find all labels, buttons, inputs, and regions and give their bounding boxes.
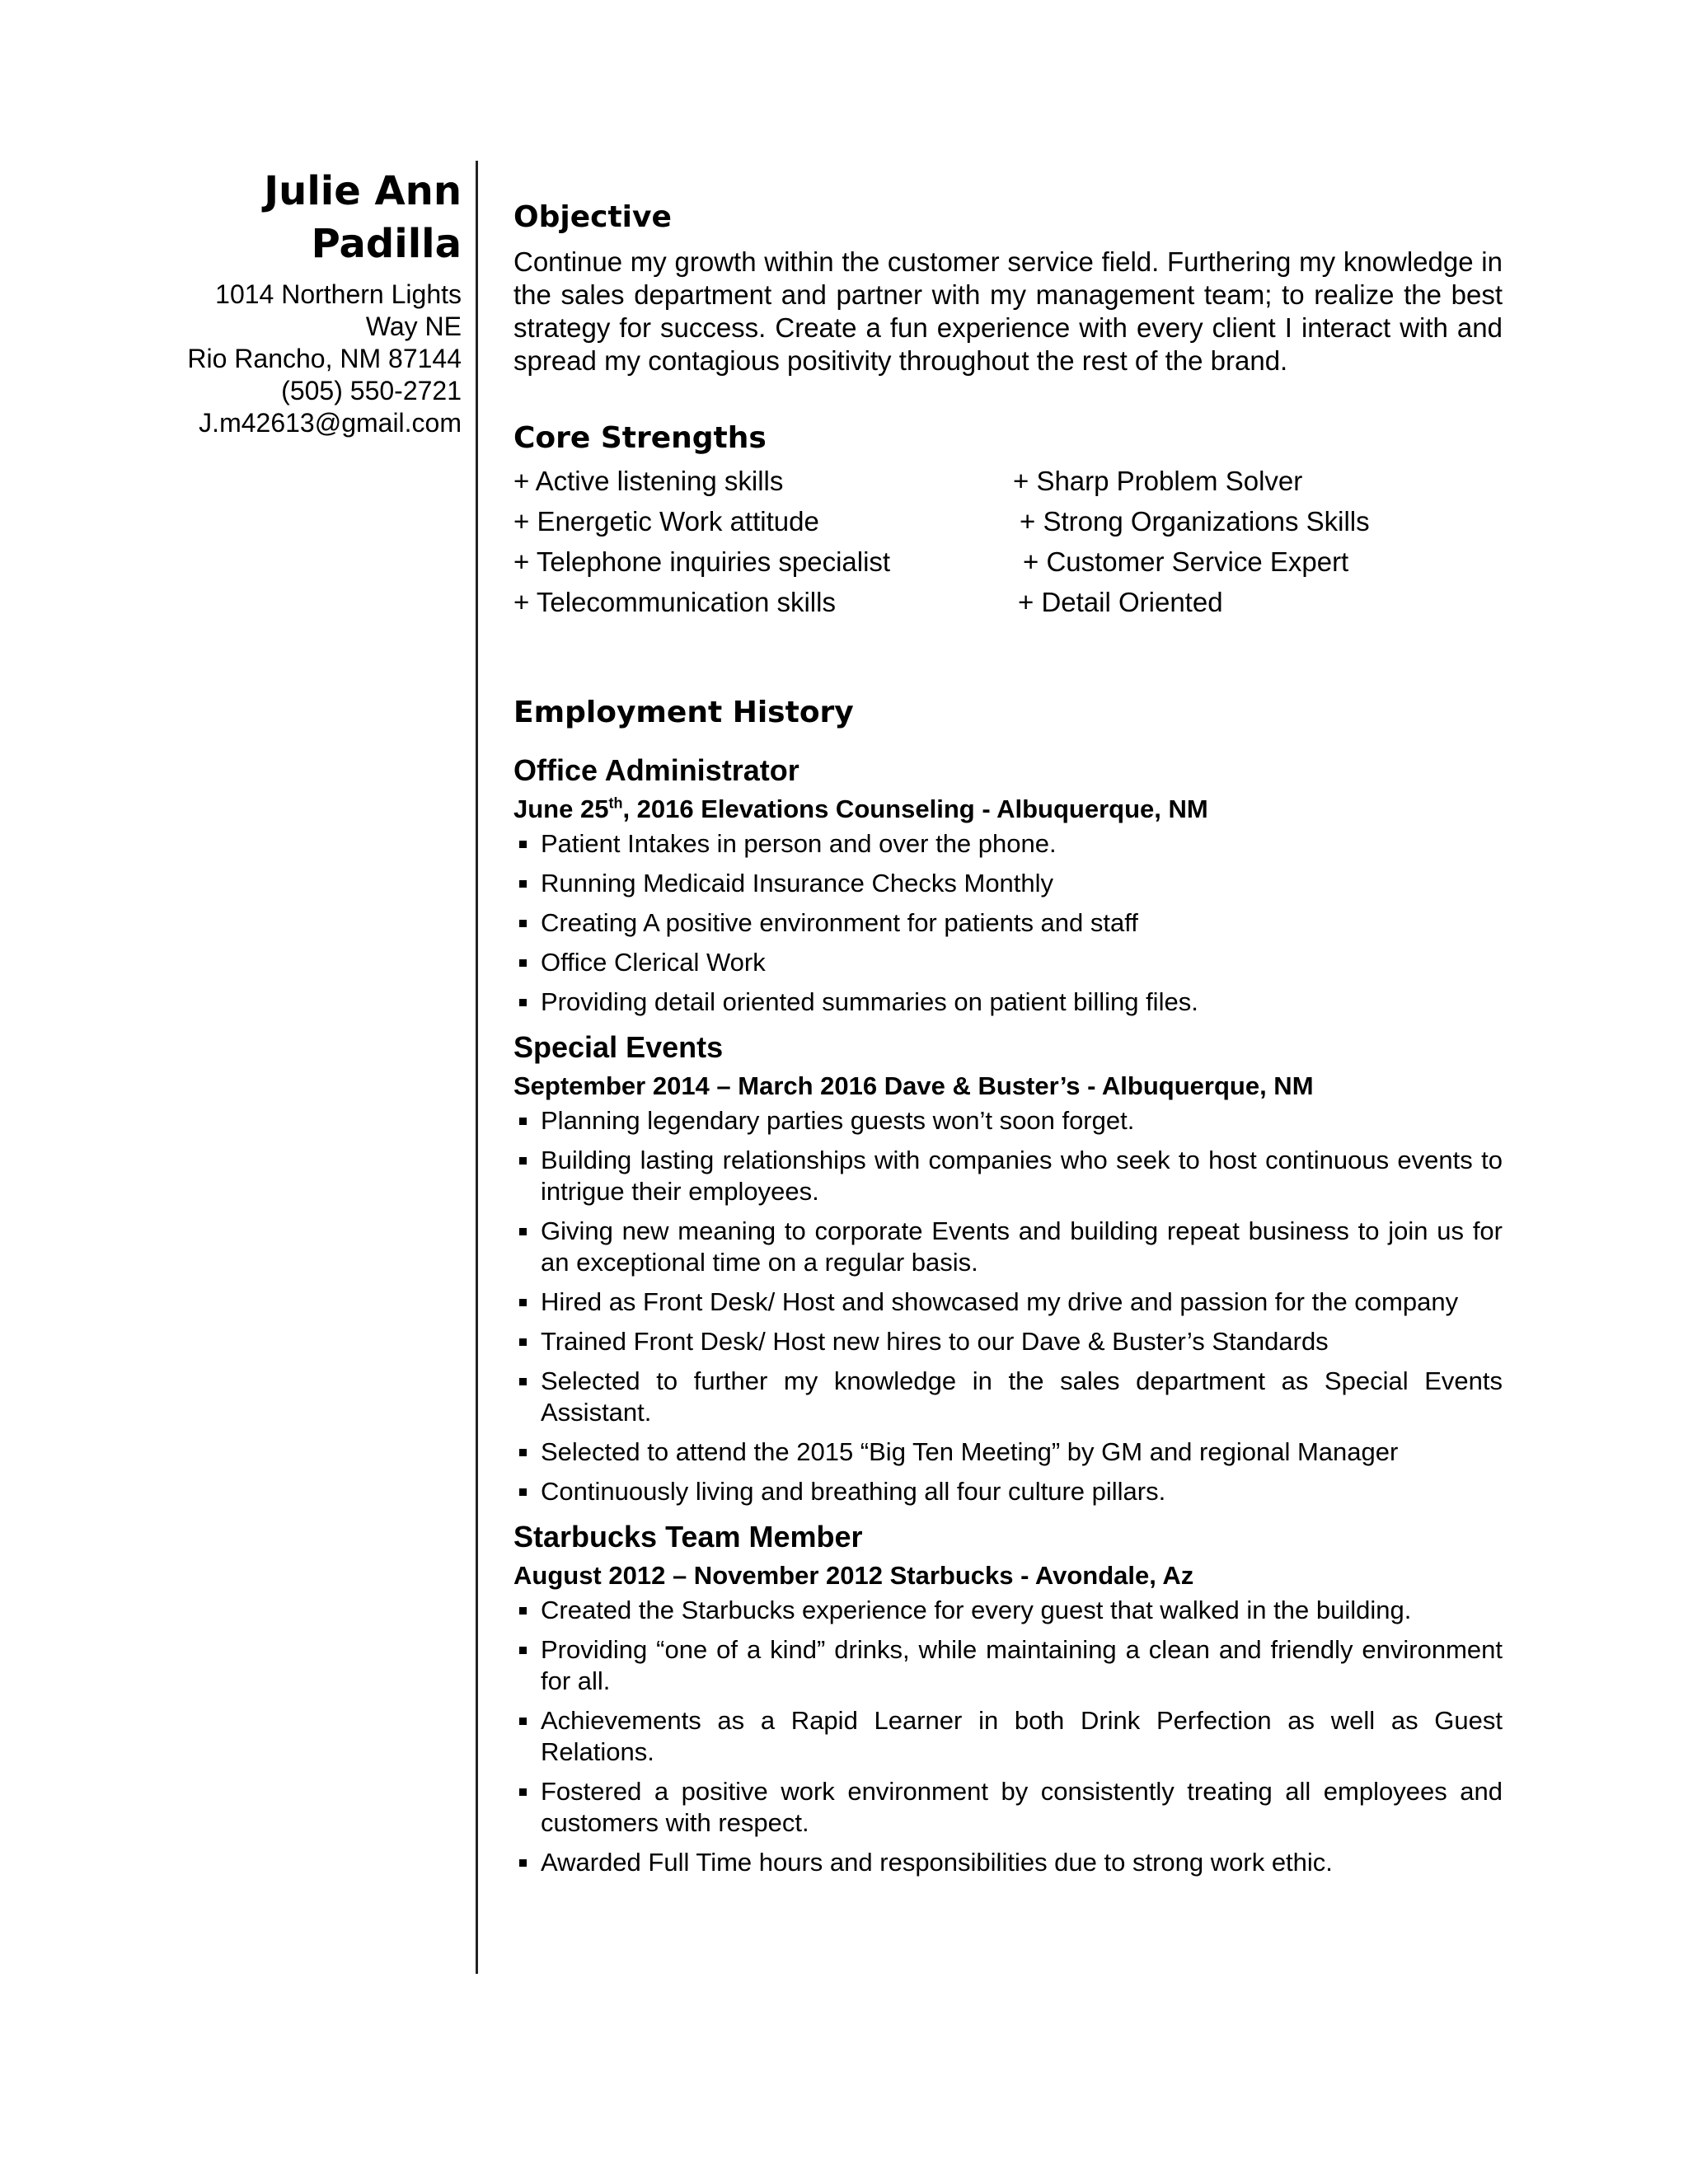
job-entry: [513, 1519, 1503, 1878]
strength-item: + Active listening skills: [513, 466, 784, 496]
job-bullet: Building lasting relationships with companies who seek to host continuous events to intrigue their employees.: [513, 1145, 1503, 1207]
job-entry: [513, 1029, 1503, 1507]
square-bullet-icon: [519, 959, 527, 967]
job-bullet: Fostered a positive work environment by consistently treating all employees and customers with respect.: [513, 1776, 1503, 1839]
job-title: Special Events: [513, 1030, 724, 1064]
square-bullet-icon: [519, 1788, 527, 1796]
job-bullets: [513, 828, 1503, 1018]
job-date-employer: September 2014 – March 2016 Dave & Buster’s - Albuquerque, NM: [513, 1071, 1314, 1100]
square-bullet-icon: [519, 1607, 527, 1615]
job-bullets: [513, 1595, 1503, 1878]
square-bullet-icon: [519, 1488, 527, 1496]
job-bullet: Continuously living and breathing all four culture pillars.: [513, 1476, 1503, 1507]
square-bullet-icon: [519, 1718, 527, 1725]
job-title: Office Administrator: [513, 753, 799, 787]
job-date-suffix: , 2016 Elevations Counseling - Albuquerque, NM: [622, 794, 1208, 823]
job-bullet: Hired as Front Desk/ Host and showcased my drive and passion for the company: [513, 1286, 1503, 1318]
candidate-name: [124, 165, 462, 270]
strength-item: + Detail Oriented: [1018, 587, 1223, 617]
name-line-1: Julie Ann: [264, 168, 462, 214]
strength-item: + Energetic Work attitude: [513, 506, 819, 537]
address-line-2: Way NE: [365, 312, 462, 341]
core-strengths-heading: Core Strengths: [513, 421, 767, 455]
job-entry: [513, 752, 1503, 1018]
square-bullet-icon: [519, 1228, 527, 1235]
square-bullet-icon: [519, 920, 527, 927]
square-bullet-icon: [519, 880, 527, 888]
job-bullet: Providing “one of a kind” drinks, while maintaining a clean and friendly environment for all.: [513, 1634, 1503, 1697]
main-column: [513, 198, 1503, 1886]
job-bullets: [513, 1105, 1503, 1507]
phone-number: (505) 550-2721: [281, 376, 462, 405]
square-bullet-icon: [519, 1647, 527, 1654]
square-bullet-icon: [519, 1118, 527, 1125]
job-bullet: Giving new meaning to corporate Events and building repeat business to join us for an exceptional time on a regular basis.: [513, 1216, 1503, 1278]
strength-item: + Telephone inquiries specialist: [513, 546, 891, 577]
column-divider: [476, 161, 478, 1974]
job-date-employer: August 2012 – November 2012 Starbucks - Avondale, Az: [513, 1561, 1194, 1590]
strength-item: + Customer Service Expert: [1023, 546, 1349, 577]
square-bullet-icon: [519, 1449, 527, 1456]
square-bullet-icon: [519, 1378, 527, 1385]
name-line-2: Padilla: [311, 221, 462, 267]
objective-section: [513, 198, 1503, 377]
job-bullet: Trained Front Desk/ Host new hires to our Dave & Buster’s Standards: [513, 1326, 1503, 1357]
strengths-grid: [513, 465, 1503, 619]
job-bullet: Office Clerical Work: [513, 947, 1503, 978]
job-bullet: Selected to attend the 2015 “Big Ten Meeting” by GM and regional Manager: [513, 1436, 1503, 1468]
strength-item: + Strong Organizations Skills: [1020, 506, 1370, 537]
job-bullet: Selected to further my knowledge in the sales department as Special Events Assistant.: [513, 1366, 1503, 1428]
square-bullet-icon: [519, 1859, 527, 1867]
objective-text: Continue my growth within the customer service field. Furthering my knowledge in the sales department and partner with my management team; to realize the best strategy for success. Create a fun experience with every client I interact with and spread my contagious positivity throughout the rest of the brand.: [513, 246, 1503, 376]
objective-heading: Objective: [513, 200, 672, 234]
employment-heading: Employment History: [513, 696, 854, 729]
square-bullet-icon: [519, 999, 527, 1006]
square-bullet-icon: [519, 1157, 527, 1165]
core-strengths-section: [513, 419, 1503, 619]
job-date-prefix: June 25: [513, 794, 609, 823]
job-bullet: Achievements as a Rapid Learner in both Drink Perfection as well as Guest Relations.: [513, 1705, 1503, 1768]
square-bullet-icon: [519, 1338, 527, 1346]
email-address: J.m42613@gmail.com: [199, 408, 462, 438]
job-bullet: Running Medicaid Insurance Checks Monthly: [513, 868, 1503, 899]
employment-section: [513, 693, 1503, 1878]
job-bullet: Creating A positive environment for patients and staff: [513, 907, 1503, 939]
job-bullet: Patient Intakes in person and over the phone.: [513, 828, 1503, 860]
address-line-1: 1014 Northern Lights: [215, 279, 462, 309]
contact-column: [124, 165, 462, 439]
job-bullet: Providing detail oriented summaries on patient billing files.: [513, 987, 1503, 1018]
strength-item: + Telecommunication skills: [513, 587, 836, 617]
square-bullet-icon: [519, 1299, 527, 1306]
job-bullet: Created the Starbucks experience for every guest that walked in the building.: [513, 1595, 1503, 1626]
job-date-employer: [513, 794, 1503, 825]
address-line-3: Rio Rancho, NM 87144: [187, 344, 462, 373]
strength-item: + Sharp Problem Solver: [1013, 466, 1303, 496]
job-date-superscript: th: [608, 794, 623, 812]
square-bullet-icon: [519, 841, 527, 848]
job-bullet: Awarded Full Time hours and responsibilities due to strong work ethic.: [513, 1847, 1503, 1878]
job-bullet: Planning legendary parties guests won’t soon forget.: [513, 1105, 1503, 1137]
job-title: Starbucks Team Member: [513, 1520, 863, 1554]
